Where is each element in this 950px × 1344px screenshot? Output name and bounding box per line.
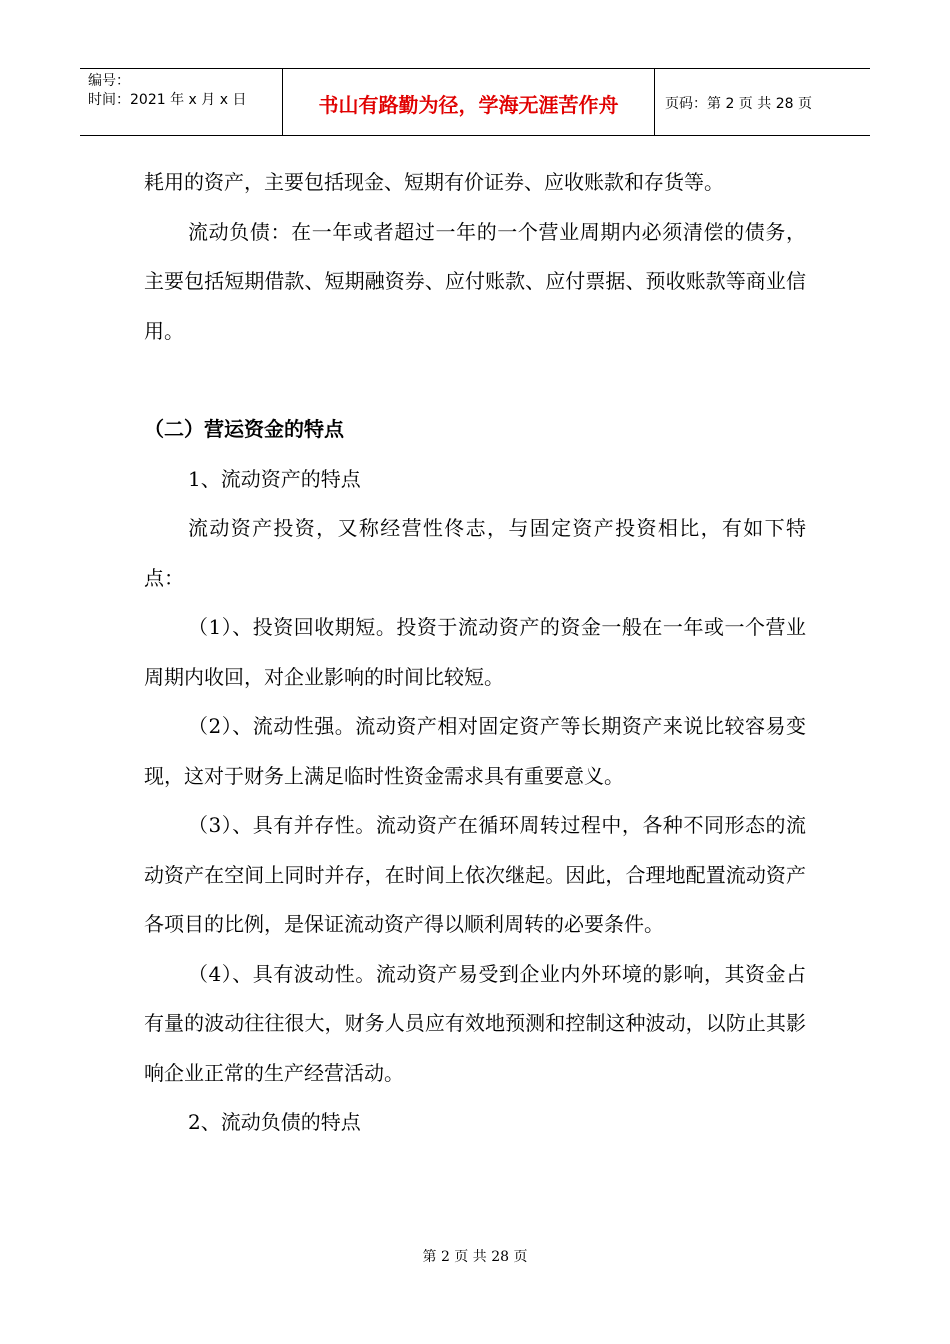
section-title-working-capital: （二）营运资金的特点: [144, 417, 344, 441]
paragraph-feature-3: （3）、具有并存性。流动资产在循环周转过程中，各种不同形态的流动资产在空间上同时并存，在时间上依次继起。因此，合理地配置流动资产各项目的比例，是保证流动资产得以顺利周转的必要条件。: [144, 813, 806, 936]
subheading-current-assets-features: 1、流动资产的特点: [188, 466, 361, 491]
paragraph-intro-features: 流动资产投资，又称经营性佟志，与固定资产投资相比，有如下特点：: [144, 516, 806, 590]
document-number-label: 编号：: [88, 73, 130, 89]
paragraph-current-assets-cont: 耗用的资产，主要包括现金、短期有价证券、应收账款和存货等。: [144, 170, 724, 194]
header-motto: 书山有路勤为径，学海无涯苦作舟: [283, 69, 655, 135]
header-page-info: 页码：第 2 页 共 28 页: [665, 96, 812, 112]
document-header: [80, 68, 870, 136]
subheading-current-liabilities-features: 2、流动负债的特点: [188, 1110, 361, 1134]
paragraph-feature-4: （4）、具有波动性。流动资产易受到企业内外环境的影响，其资金占有量的波动往往很大，财务人员应有效地预测和控制这种波动，以防止其影响企业正常的生产经营活动。: [144, 961, 806, 1085]
document-body: [144, 158, 806, 1148]
page-footer: 第 2 页 共 28 页: [422, 1249, 528, 1265]
paragraph-current-liabilities: 流动负债：在一年或者超过一年的一个营业周期内必须清偿的债务，主要包括短期借款、短期融资券、应付账款、应付票据、预收账款等商业信用。: [144, 219, 806, 343]
header-meta-cell: [80, 69, 283, 135]
document-date-label: 时间：2021 年 x 月 x 日: [88, 92, 247, 108]
paragraph-feature-1: （1）、投资回收期短。投资于流动资产的资金一般在一年或一个营业周期内收回，对企业影响的时间比较短。: [144, 615, 806, 689]
paragraph-feature-2: （2）、流动性强。流动资产相对固定资产等长期资产来说比较容易变现，这对于财务上满足临时性资金需求具有重要意义。: [144, 714, 806, 788]
